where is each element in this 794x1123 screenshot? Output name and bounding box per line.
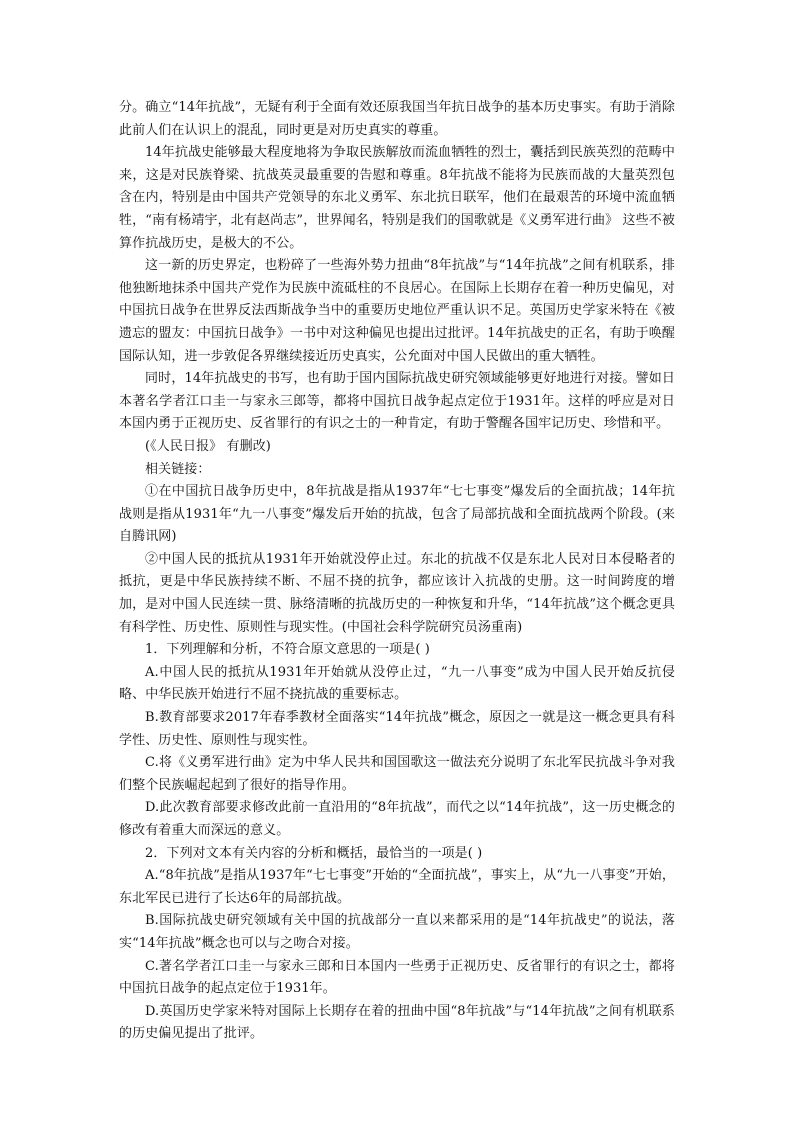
question-2-option-b: B.国际抗战史研究领域有关中国的抗战部分一直以来都采用的是“14年抗战史”的说法，落实“14年抗战”概念也可以与之吻合对接。 [119, 913, 675, 951]
question-2: 2．下列对文本有关内容的分析和概括，最恰当的一项是( ) [145, 845, 483, 861]
question-1: 1．下列理解和分析，不符合原文意思的一项是( ) [145, 642, 430, 658]
related-link-2: ②中国人民的抵抗从1931年开始就没停止过。东北的抗战不仅是东北人民对日本侵略者的抵抗，更是中华民族持续不断、不屈不挠的抗争，都应该计入抗战的史册。这一时间跨度的增加，是对中国人民连续一贯、脉络清晰的抗战历史的一种恢复和升华，“14年抗战”这个概念更具有科学性、历史性、原则性与现实性。(中国社会科学院研究员汤重南) [119, 551, 675, 635]
question-1-option-c: C.将《义勇军进行曲》定为中华人民共和国国歌这一做法充分说明了东北军民抗战斗争对我们整个民族崛起起到了很好的指导作用。 [119, 755, 675, 793]
question-1-option-b: B.教育部要求2017年春季教材全面落实“14年抗战”概念，原因之一就是这一概念更具有科学性、历史性、原则性与现实性。 [119, 710, 675, 748]
question-2-option-a: A.“8年抗战”是指从1937年“七七事变”开始的“全面抗战”，事实上，从“九一八事变”开始，东北军民已进行了长达6年的局部抗战。 [119, 868, 675, 906]
question-2-option-d: D.英国历史学家米特对国际上长期存在着的扭曲中国“8年抗战”与“14年抗战”之间有机联系的历史偏见提出了批评。 [119, 1003, 675, 1042]
paragraph-research-connection: 同时，14年抗战史的书写，也有助于国内国际抗战史研究领域能够更好地进行对接。譬如日本著名学者江口圭一与家永三郎等，都将中国抗日战争起点定位于1931年。这样的呼应是对日本国内勇于正视历史、反省罪行的有识之士的一种肯定，有助于警醒各国牢记历史、珍惜和平。 [119, 371, 675, 432]
question-1-option-a: A.中国人民的抵抗从1931年开始就从没停止过，“九一八事变”成为中国人民开始反抗侵略、中华民族开始进行不屈不挠抗战的重要标志。 [119, 664, 675, 703]
related-links-heading: 相关链接： [145, 461, 211, 477]
paragraph-intro-continuation: 分。确立“14年抗战”，无疑有利于全面有效还原我国当年抗日战争的基本历史事实。有助于消除此前人们在认识上的混乱，同时更是对历史真实的尊重。 [119, 100, 675, 138]
question-1-option-d: D.此次教育部要求修改此前一直沿用的“8年抗战”，而代之以“14年抗战”，这一历史概念的修改有着重大而深远的意义。 [119, 800, 675, 838]
paragraph-martyrs: 14年抗战史能够最大程度地将为争取民族解放而流血牺牲的烈士，囊括到民族英烈的范畴中来，这是对民族脊梁、抗战英灵最重要的告慰和尊重。8年抗战不能将为民族而战的大量英烈包含在内，特别是由中国共产党领导的东北义勇军、东北抗日联军，他们在最艰苦的环境中流血牺牲，“南有杨靖宇，北有赵尚志”，世界闻名，特别是我们的国歌就是《义勇军进行曲》 这些不被算作抗战历史，是极大的不公。 [119, 145, 675, 251]
related-link-1: ①在中国抗日战争历史中，8年抗战是指从1937年“七七事变”爆发后的全面抗战；14年抗战则是指从1931年“九一八事变”爆发后开始的抗战，包含了局部抗战和全面抗战两个阶段。(来自腾讯网) [119, 484, 675, 545]
document-page [119, 97, 675, 1046]
source-note: (《人民日报》 有删改) [145, 438, 271, 454]
paragraph-historical-definition: 这一新的历史界定，也粉碎了一些海外势力扭曲“8年抗战”与“14年抗战”之间有机联系，排他独断地抹杀中国共产党作为民族中流砥柱的不良居心。在国际上长期存在着一种历史偏见，对中国抗日战争在世界反法西斯战争当中的重要历史地位严重认识不足。英国历史学家米特在《被遗忘的盟友：中国抗日战争》一书中对这种偏见也提出过批评。14年抗战史的正名，有助于唤醒国际认知，进一步敦促各界继续接近历史真实，公允面对中国人民做出的重大牺牲。 [119, 258, 675, 364]
question-2-option-c: C.著名学者江口圭一与家永三郎和日本国内一些勇于正视历史、反省罪行的有识之士，都将中国抗日战争的起点定位于1931年。 [119, 958, 675, 997]
